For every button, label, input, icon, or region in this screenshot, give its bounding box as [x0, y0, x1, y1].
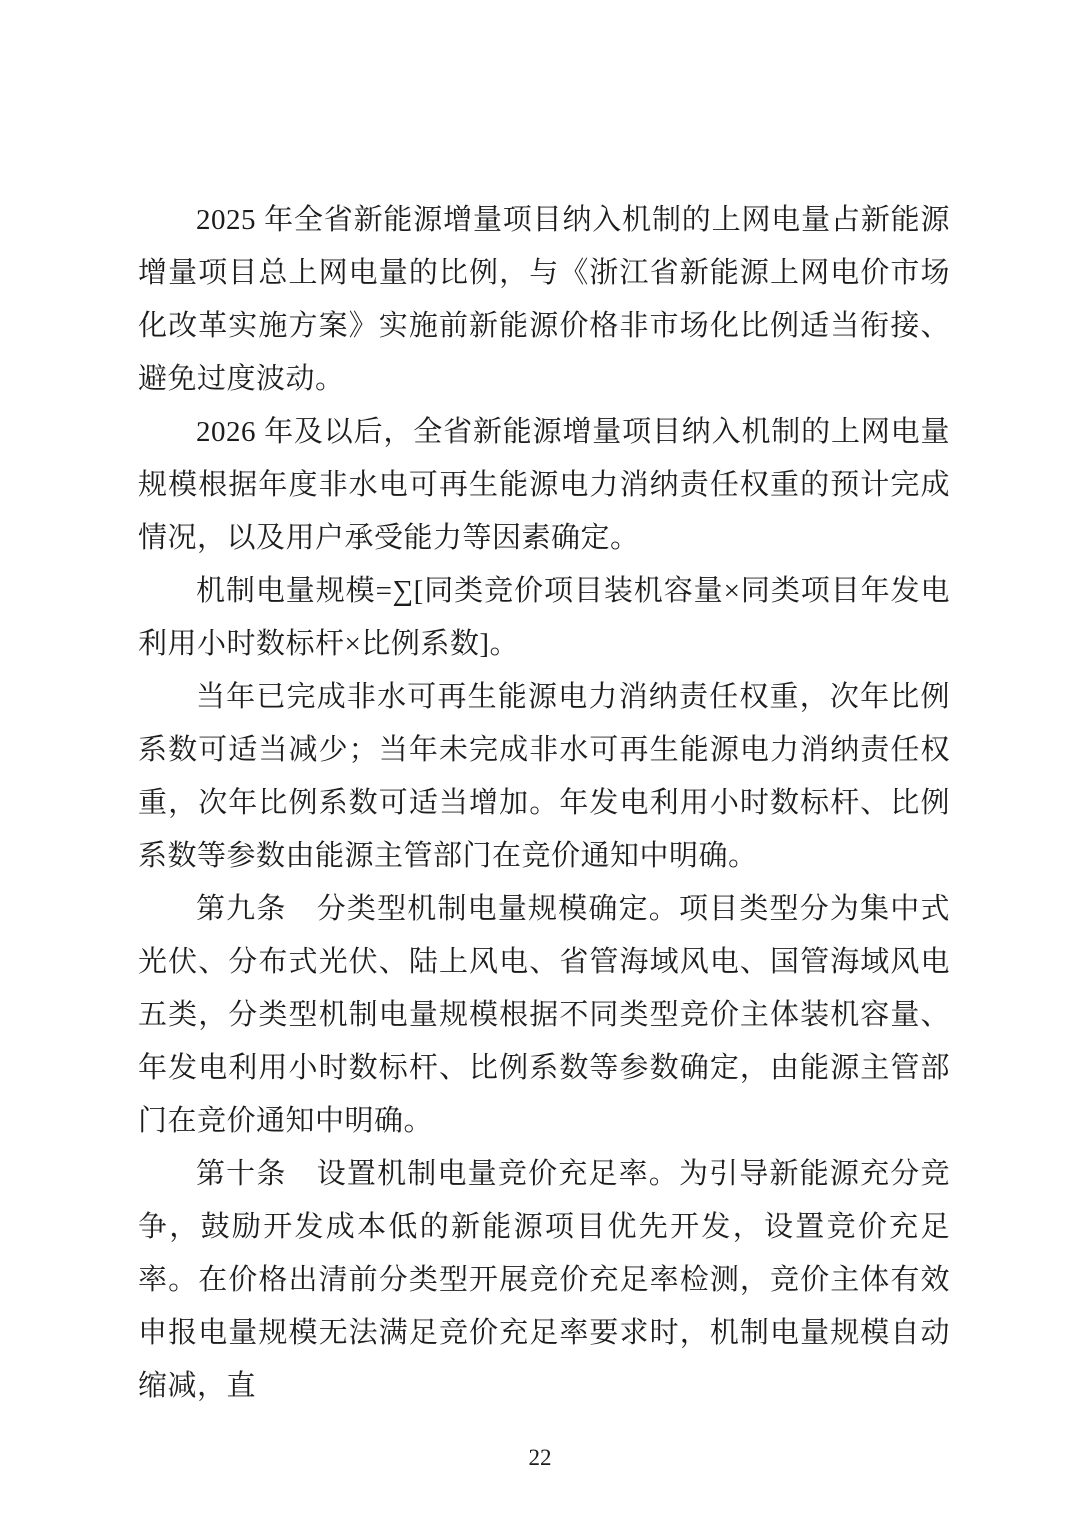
paragraph-scale-2026: 2026 年及以后，全省新能源增量项目纳入机制的上网电量规模根据年度非水电可再生能源电力消纳责任权重的预计完成情况，以及用户承受能力等因素确定。	[138, 416, 950, 554]
paragraph-coefficient-adjustment: 当年已完成非水可再生能源电力消纳责任权重，次年比例系数可适当减少；当年未完成非水可再生能源电力消纳责任权重，次年比例系数可适当增加。年发电利用小时数标杆、比例系数等参数由能源主管部门在竞价通知中明确。	[138, 681, 950, 872]
paragraph-article-9: 第九条 分类型机制电量规模确定。项目类型分为集中式光伏、分布式光伏、陆上风电、省管海域风电、国管海域风电五类，分类型机制电量规模根据不同类型竞价主体装机容量、年发电利用小时数标杆、比例系数等参数确定，由能源主管部门在竞价通知中明确。	[138, 893, 950, 1137]
document-body	[138, 194, 950, 1413]
paragraph-mechanism-ratio-2025: 2025 年全省新能源增量项目纳入机制的上网电量占新能源增量项目总上网电量的比例，与《浙江省新能源上网电价市场化改革实施方案》实施前新能源价格非市场化比例适当衔接、避免过度波动。	[138, 204, 950, 395]
paragraph-article-10: 第十条 设置机制电量竞价充足率。为引导新能源充分竞争，鼓励开发成本低的新能源项目优先开发，设置竞价充足率。在价格出清前分类型开展竞价充足率检测，竞价主体有效申报电量规模无法满足竞价充足率要求时，机制电量规模自动缩减，直	[138, 1158, 950, 1402]
paragraph-formula: 机制电量规模=∑[同类竞价项目装机容量×同类项目年发电利用小时数标杆×比例系数]。	[138, 575, 950, 660]
page-number: 22	[528, 1445, 552, 1470]
